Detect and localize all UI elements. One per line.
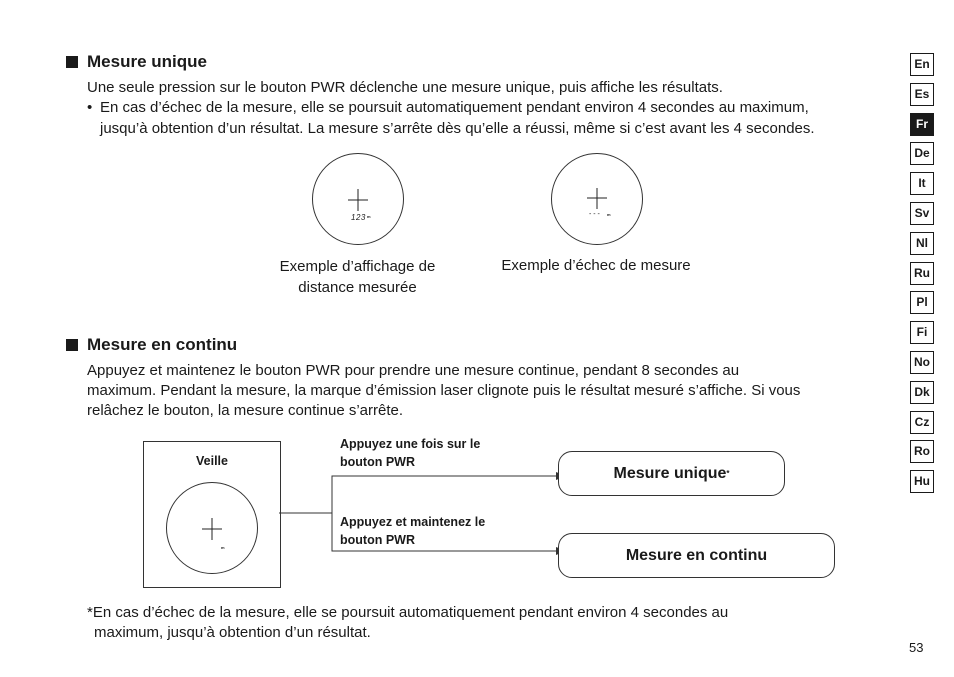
press-once-line-1: Appuyez une fois sur le [340,437,481,451]
mode-single-label: Mesure unique [613,464,727,482]
mode-continuous-box [558,533,835,578]
lang-tab-it[interactable]: It [910,172,934,195]
lang-tab-fr[interactable]: Fr [910,113,934,136]
continuous-line-1: Appuyez et maintenez le bouton PWR pour prendre une mesure continue, pendant 8 secondes au [87,362,740,379]
mode-continuous-label: Mesure en continu [625,546,768,564]
scope-display-success [312,153,404,245]
lang-tab-ru[interactable]: Ru [910,262,934,285]
press-once-line-2: bouton PWR [340,455,415,469]
continuous-line-2: maximum. Pendant la mesure, la marque d’émission laser clignote puis le résultat mesuré s’affiche. Si vous [87,382,801,399]
scope-display-standby [166,482,258,574]
press-once-label [340,435,480,471]
crosshair-icon [313,154,403,244]
bullet-line-2: jusqu’à obtention d’un résultat. La mesure s’arrête dès qu’elle a réussi, même si c’est avant les 4 secondes. [100,120,815,137]
bullet-dot-icon: • [87,99,93,116]
press-hold-line-2: bouton PWR [340,533,415,547]
press-hold-line-1: Appuyez et maintenez le [340,515,486,529]
bullet-line-1: En cas d’échec de la mesure, elle se poursuit automatiquement pendant environ 4 secondes au maximum, [100,99,809,116]
standby-label: Veille [196,454,228,468]
lang-tab-fi[interactable]: Fi [910,321,934,344]
footnote-line-1: *En cas d’échec de la mesure, elle se poursuit automatiquement pendant environ 4 secondes au [87,604,729,621]
page-number: 53 [909,640,924,655]
section-title: Mesure unique [87,52,207,71]
caption-fail: Exemple d’échec de mesure [501,257,691,274]
scope-display-fail [551,153,643,245]
lang-tab-pl[interactable]: Pl [910,291,934,314]
section-heading-single [66,52,207,72]
footnote-mark: * [726,469,730,478]
unit-label: m [367,214,371,219]
language-tabs [910,53,934,500]
lang-tab-es[interactable]: Es [910,83,934,106]
lang-tab-no[interactable]: No [910,351,934,374]
distance-readout: 123 [351,213,366,222]
footnote-line-2: maximum, jusqu’à obtention d’un résultat. [94,624,371,641]
square-bullet-icon [66,56,78,68]
unit-label: m [607,212,611,217]
caption-line-1: Exemple d’affichage de [279,258,436,275]
lang-tab-hu[interactable]: Hu [910,470,934,493]
unit-label: m [221,545,225,550]
caption-success [255,256,460,298]
bullet-note [87,97,897,139]
lang-tab-en[interactable]: En [910,53,934,76]
lang-tab-sv[interactable]: Sv [910,202,934,225]
lang-tab-dk[interactable]: Dk [910,381,934,404]
standby-box [143,441,281,588]
lang-tab-cz[interactable]: Cz [910,411,934,434]
fail-readout: - - - [589,211,600,218]
caption-line-2: distance mesurée [298,279,417,296]
section-heading-continuous [66,335,237,355]
lang-tab-de[interactable]: De [910,142,934,165]
lang-tab-ro[interactable]: Ro [910,440,934,463]
lang-tab-nl[interactable]: Nl [910,232,934,255]
crosshair-icon [167,483,257,573]
section-title: Mesure en continu [87,335,238,354]
mode-single-box [558,451,785,496]
square-bullet-icon [66,339,78,351]
intro-text: Une seule pression sur le bouton PWR déclenche une mesure unique, puis affiche les résultats. [87,79,723,96]
crosshair-icon [552,154,642,244]
press-hold-label [340,513,485,549]
continuous-line-3: relâchez le bouton, la mesure continue s’arrête. [87,402,404,419]
